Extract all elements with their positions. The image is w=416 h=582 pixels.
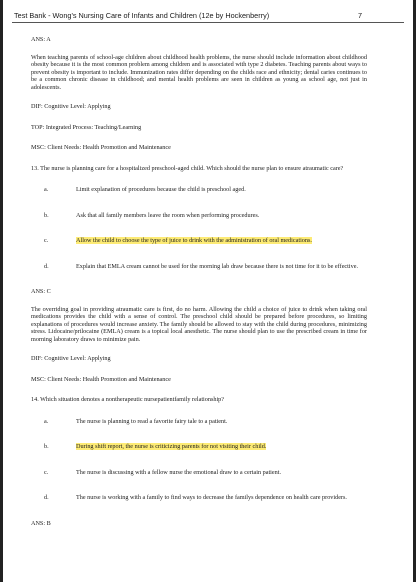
option-letter: c. [44,237,49,244]
question-14-option-c [31,469,367,477]
question-14-option-b [31,443,367,451]
question-14-option-a [31,418,367,426]
option-letter: d. [44,494,49,501]
question-13-option-c [31,237,367,245]
option-text: The nurse is planning to read a favorite fairy tale to a patient. [76,417,228,425]
option-letter: a. [44,186,49,193]
option-text-highlighted [76,237,367,245]
rationale-13: The overriding goal in providing atraumatic care is first, do no harm. Allowing the child a choice of juice to drink when taking oral medications provides the child with a sense of control. The preschool child should be prepared before procedures, so limiting explanations of procedures would increase anxiety. The family should be allowed to stay with the child during procedures, minimizing stress. Lidocaine/prilocaine (EMLA) cream is a topical local anesthetic. The nurse should plan to use the prescribed cream in time for morning laboratory draws to minimize pain. [31,305,367,343]
client-needs-12: MSC: Client Needs: Health Promotion and Maintenance [31,144,171,151]
topic-12: TOP: Integrated Process: Teaching/Learning [31,123,142,131]
option-text: Ask that all family members leave the room when performing procedures. [76,211,260,219]
page-header [12,10,404,23]
option-letter: a. [44,417,49,425]
difficulty-13: DIF: Cognitive Level: Applying [31,355,111,362]
question-13-option-b [31,212,367,220]
answer-key-12: ANS: A [31,36,51,43]
answer-key-13: ANS: C [31,288,51,295]
page-number: 7 [357,11,362,20]
option-text: The nurse is working with a family to find ways to decrease the familys dependence on health care providers. [76,494,347,501]
highlight-mark: Allow the child to choose the type of juice to drink with the administration of oral medications. [76,237,312,244]
highlight-mark: During shift report, the nurse is criticizing parents for not visiting their child. [76,443,267,450]
option-text-highlighted [76,443,367,451]
question-13-stem: 13. The nurse is planning care for a hospitalized preschool-aged child. Which should the nurse plan to ensure atraumatic care? [31,164,344,172]
header-title: Test Bank - Wong's Nursing Care of Infants and Children (12e by Hockenberry) [14,11,270,20]
rationale-12: When teaching parents of school-age children about childhood health problems, the nurse should include information about childhood obesity because it is the most common problem among children and is associated with type 2 diabetes. Teaching parents about ways to prevent obesity is important to include. Immunization rates differ depending on the childs race and ethnicity; dental caries continues to be a common chronic disease in childhood; and mental health problems are seen in children as young as school age, not just in adolescents. [31,53,367,91]
answer-key-14: ANS: B [31,519,51,527]
question-13-option-d [31,263,367,271]
option-letter: c. [44,468,49,476]
option-text: Explain that EMLA cream cannot be used for the morning lab draw because there is not time for it to be effective. [76,262,359,270]
option-letter: b. [44,443,49,450]
client-needs-13: MSC: Client Needs: Health Promotion and Maintenance [31,375,171,383]
page-edge-left [0,0,3,582]
document-body [31,36,367,537]
question-13-option-a [31,186,367,194]
question-14-stem: 14. Which situation denotes a nontherapeutic nursepatientfamily relationship? [31,396,225,403]
option-text: Limit explanation of procedures because the child is preschool aged. [76,186,246,193]
option-text: The nurse is discussing with a fellow nurse the emotional draw to a certain patient. [76,468,281,476]
difficulty-12: DIF: Cognitive Level: Applying [31,103,111,110]
option-letter: d. [44,262,49,270]
question-14-option-d [31,494,367,502]
option-letter: b. [44,211,49,219]
